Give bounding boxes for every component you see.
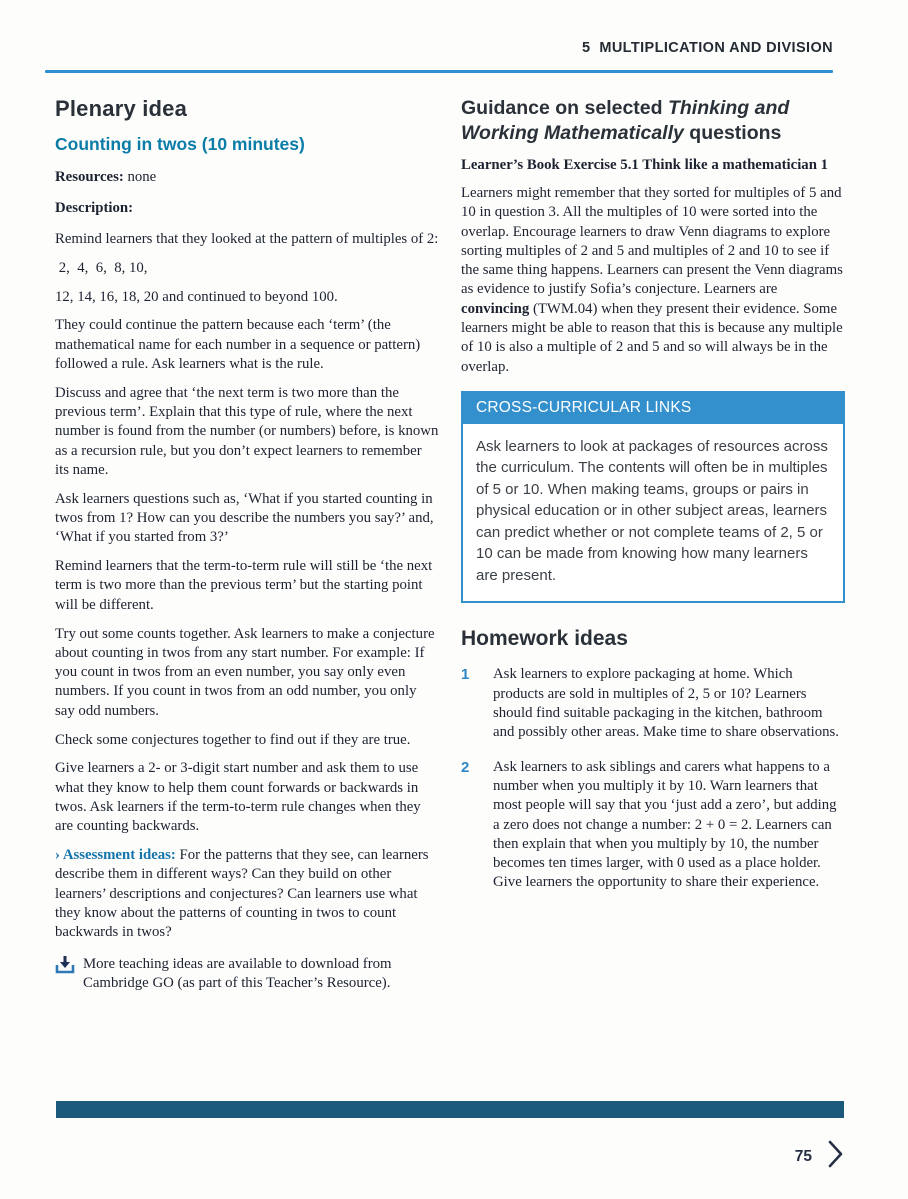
description-paragraph: Remind learners that they looked at the pattern of multiples of 2: xyxy=(55,231,439,247)
description-paragraph: Discuss and agree that ‘the next term is two more than the previous term’. Explain that this type of rule, where the next number is found from the number (or numbers) before, is known as a recursion rule, but you don’t expect learners to remember its name. xyxy=(55,384,439,478)
footer-accent-bar xyxy=(56,1101,844,1118)
download-note xyxy=(55,955,439,994)
resources-value: none xyxy=(123,169,157,185)
description-paragraph: Ask learners questions such as, ‘What if you started counting in twos from 1? How can you describe the numbers you say?’ and, ‘What if you started from 3?’ xyxy=(55,490,434,546)
homework-item-number: 1 xyxy=(461,666,470,684)
right-column xyxy=(461,96,845,908)
guidance-title-part2: questions xyxy=(683,121,782,144)
guidance-title-italic: Thinking and Working Mathematically xyxy=(461,97,790,144)
guidance-title-part1: Guidance on selected xyxy=(461,97,668,119)
next-page-chevron-icon xyxy=(827,1140,844,1173)
resources-label: Resources: xyxy=(55,169,124,185)
homework-item-2 xyxy=(461,758,845,893)
multiples-row-1: 2, 4, 6, 8, 10, xyxy=(55,259,148,276)
page-columns xyxy=(55,96,845,993)
exercise-heading: Learner’s Book Exercise 5.1 Think like a mathematician 1 xyxy=(461,157,829,173)
assessment-ideas-label: Assessment ideas: xyxy=(62,847,176,864)
resources-line xyxy=(55,168,439,187)
page-navigation xyxy=(795,1140,844,1173)
description-line xyxy=(55,199,439,218)
guidance-text-before: Learners might remember that they sorted for multiples of 5 and 10 in question 3. All the multiples of 10 were sorted into the overlap. Encourage learners to draw Venn diagrams to explore sorting multiples of 2 and 5 and multiples of 2 and 10 to see if the same thing happens. Learners can present the Venn diagrams as evidence to justify Sofia’s conjecture. Learners are xyxy=(461,185,843,298)
description-paragraph: Try out some counts together. Ask learners to make a conjecture about counting in twos from any start number. For example: If you count in twos from an even number, you say only even numbers. If you count in twos from an odd number, you only say odd numbers. xyxy=(55,625,435,719)
description-paragraph: Give learners a 2- or 3-digit start number and ask them to use what they know to help them count forwards or backwards in twos. Ask learners if the term-to-term rule changes when they are counting backwards. xyxy=(55,760,421,835)
assessment-ideas-paragraph xyxy=(55,846,439,942)
description-label: Description: xyxy=(55,200,134,216)
plenary-idea-title: Plenary idea xyxy=(55,96,188,121)
activity-title: Counting in twos (10 minutes) xyxy=(55,134,305,154)
guidance-bold-term: convincing xyxy=(461,300,530,317)
homework-ideas-title: Homework ideas xyxy=(461,627,628,651)
guidance-paragraph xyxy=(461,184,845,377)
chevron-marker-icon: › xyxy=(55,847,63,864)
download-icon xyxy=(55,956,75,994)
download-note-text: More teaching ideas are available to download from Cambridge GO (as part of this Teacher’s Resource). xyxy=(83,955,392,991)
cross-curricular-links-box xyxy=(461,391,845,604)
homework-item-number: 2 xyxy=(461,758,470,776)
description-paragraph: Check some conjectures together to find out if they are true. xyxy=(55,731,411,748)
guidance-section-title xyxy=(461,96,845,145)
page-number: 75 xyxy=(794,1147,812,1165)
cross-curricular-links-header: CROSS-CURRICULAR LINKS xyxy=(463,393,843,424)
homework-item-1 xyxy=(461,665,845,742)
left-column xyxy=(55,96,439,993)
header-rule xyxy=(45,70,833,73)
assessment-ideas-text: For the patterns that they see, can learners describe them in different ways? Can they build on other learners’ descriptions and conjectures? Can learners use what they know about the patterns of counting in twos to count backwards in twos? xyxy=(55,847,429,941)
multiples-row-2: 12, 14, 16, 18, 20 and continued to beyond 100. xyxy=(55,288,338,305)
homework-item-text: Ask learners to ask siblings and carers what happens to a number when you multiply it by 10. Warn learners that most people will say that you ‘just add a zero’, but adding a zero does not change a number: 2 + 0 = 2. Learners can then explain that when you multiply by 10, the number becomes ten times larger, with 0 used as a place holder. Give learners the opportunity to share their experience. xyxy=(493,758,837,891)
description-paragraph: Remind learners that the term-to-term rule will still be ‘the next term is two more than the previous term’ but the starting point will be different. xyxy=(55,558,433,613)
chapter-header: 5 MULTIPLICATION AND DIVISION xyxy=(582,40,833,56)
cross-curricular-links-body: Ask learners to look at packages of resources across the curriculum. The contents will often be in multiples of 5 or 10. When making teams, groups or pairs in physical education or in other subject areas, learners can predict whether or not complete teams of 2, 5 or 10 can be made from knowing how many learners are present. xyxy=(476,437,828,584)
homework-item-text: Ask learners to explore packaging at home. Which products are sold in multiples of 2, 5 or 10? Learners should find suitable packaging in the kitchen, bathroom and possibly other areas. Make time to share observations. xyxy=(493,666,839,741)
description-paragraph: They could continue the pattern because each ‘term’ (the mathematical name for each number in a sequence or pattern) followed a rule. Ask learners what is the rule. xyxy=(55,317,421,372)
guidance-text-after: (TWM.04) when they present their evidence. Some learners might be able to reason that this is because any multiple of 10 is also a multiple of 2 and 5 and so will always be in the overlap. xyxy=(461,300,843,375)
